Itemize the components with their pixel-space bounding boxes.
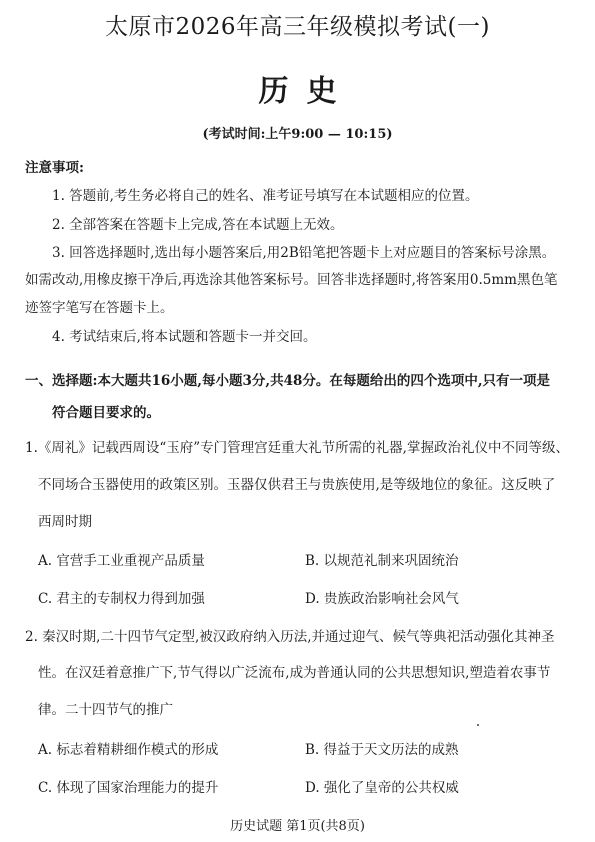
question-1-option-c: C. 君主的专制权力得到加强 bbox=[38, 591, 205, 607]
question-1-line-2: 不同场合玉器使用的政策区别。玉器仅供君王与贵族使用,是等级地位的象征。这反映了 bbox=[38, 477, 556, 493]
question-1-option-d: D. 贵族政治影响社会风气 bbox=[305, 591, 459, 607]
page-footer: 历史试题 第1页(共8页) bbox=[230, 819, 365, 834]
section-heading: 一、选择题:本大题共16小题,每小题3分,共48分。在每题给出的四个选项中,只有一项是 bbox=[25, 373, 551, 389]
notice-item-3-cont-2: 迹签字笔写在答题卡上。 bbox=[25, 300, 174, 316]
notice-item-4: 4. 考试结束后,将本试题和答题卡一并交回。 bbox=[52, 329, 317, 345]
question-1-line-3: 西周时期 bbox=[38, 514, 92, 530]
notice-heading: 注意事项: bbox=[25, 160, 84, 176]
question-2-line-3: 律。二十四节气的推广 bbox=[38, 702, 173, 718]
question-2-option-a: A. 标志着精耕细作模式的形成 bbox=[38, 742, 219, 758]
question-1-option-b: B. 以规范礼制来巩固统治 bbox=[305, 553, 459, 569]
notice-item-2: 2. 全部答案在答题卡上完成,答在本试题上无效。 bbox=[52, 217, 344, 233]
question-2-line-2: 性。在汉廷着意推广下,节气得以广泛流布,成为普通认同的公共思想知识,塑造着农事节 bbox=[38, 665, 551, 681]
notice-item-3-cont-1: 如需改动,用橡皮擦干净后,再选涂其他答案标号。回答非选择题时,将答案用0.5mm黑色笔 bbox=[25, 272, 558, 288]
subject-title: 历史 bbox=[258, 74, 355, 109]
exam-time: (考试时间:上午9:00 — 10:15) bbox=[202, 127, 393, 142]
question-2-option-d: D. 强化了皇帝的公共权威 bbox=[305, 780, 459, 796]
question-1-line-1: 1.《周礼》记载西周设“玉府”专门管理宫廷重大礼节所需的礼器,掌握政治礼仪中不同等级、 bbox=[25, 440, 569, 456]
exam-title: 太原市2026年高三年级模拟考试(一) bbox=[105, 14, 490, 40]
notice-item-1: 1. 答题前,考生务必将自己的姓名、准考证号填写在本试题相应的位置。 bbox=[52, 188, 479, 204]
question-2-line-1: 2. 秦汉时期,二十四节气定型,被汉政府纳入历法,并通过迎气、候气等典祀活动强化其神圣 bbox=[25, 629, 555, 645]
question-2-option-c: C. 体现了国家治理能力的提升 bbox=[38, 780, 219, 796]
section-heading-cont: 符合题目要求的。 bbox=[52, 405, 160, 421]
notice-item-3: 3. 回答选择题时,选出每小题答案后,用2B铅笔把答题卡上对应题目的答案标号涂黑。 bbox=[52, 245, 556, 261]
stray-dot bbox=[477, 724, 479, 726]
question-2-option-b: B. 得益于天文历法的成熟 bbox=[305, 742, 459, 758]
question-1-option-a: A. 官营手工业重视产品质量 bbox=[38, 553, 205, 569]
